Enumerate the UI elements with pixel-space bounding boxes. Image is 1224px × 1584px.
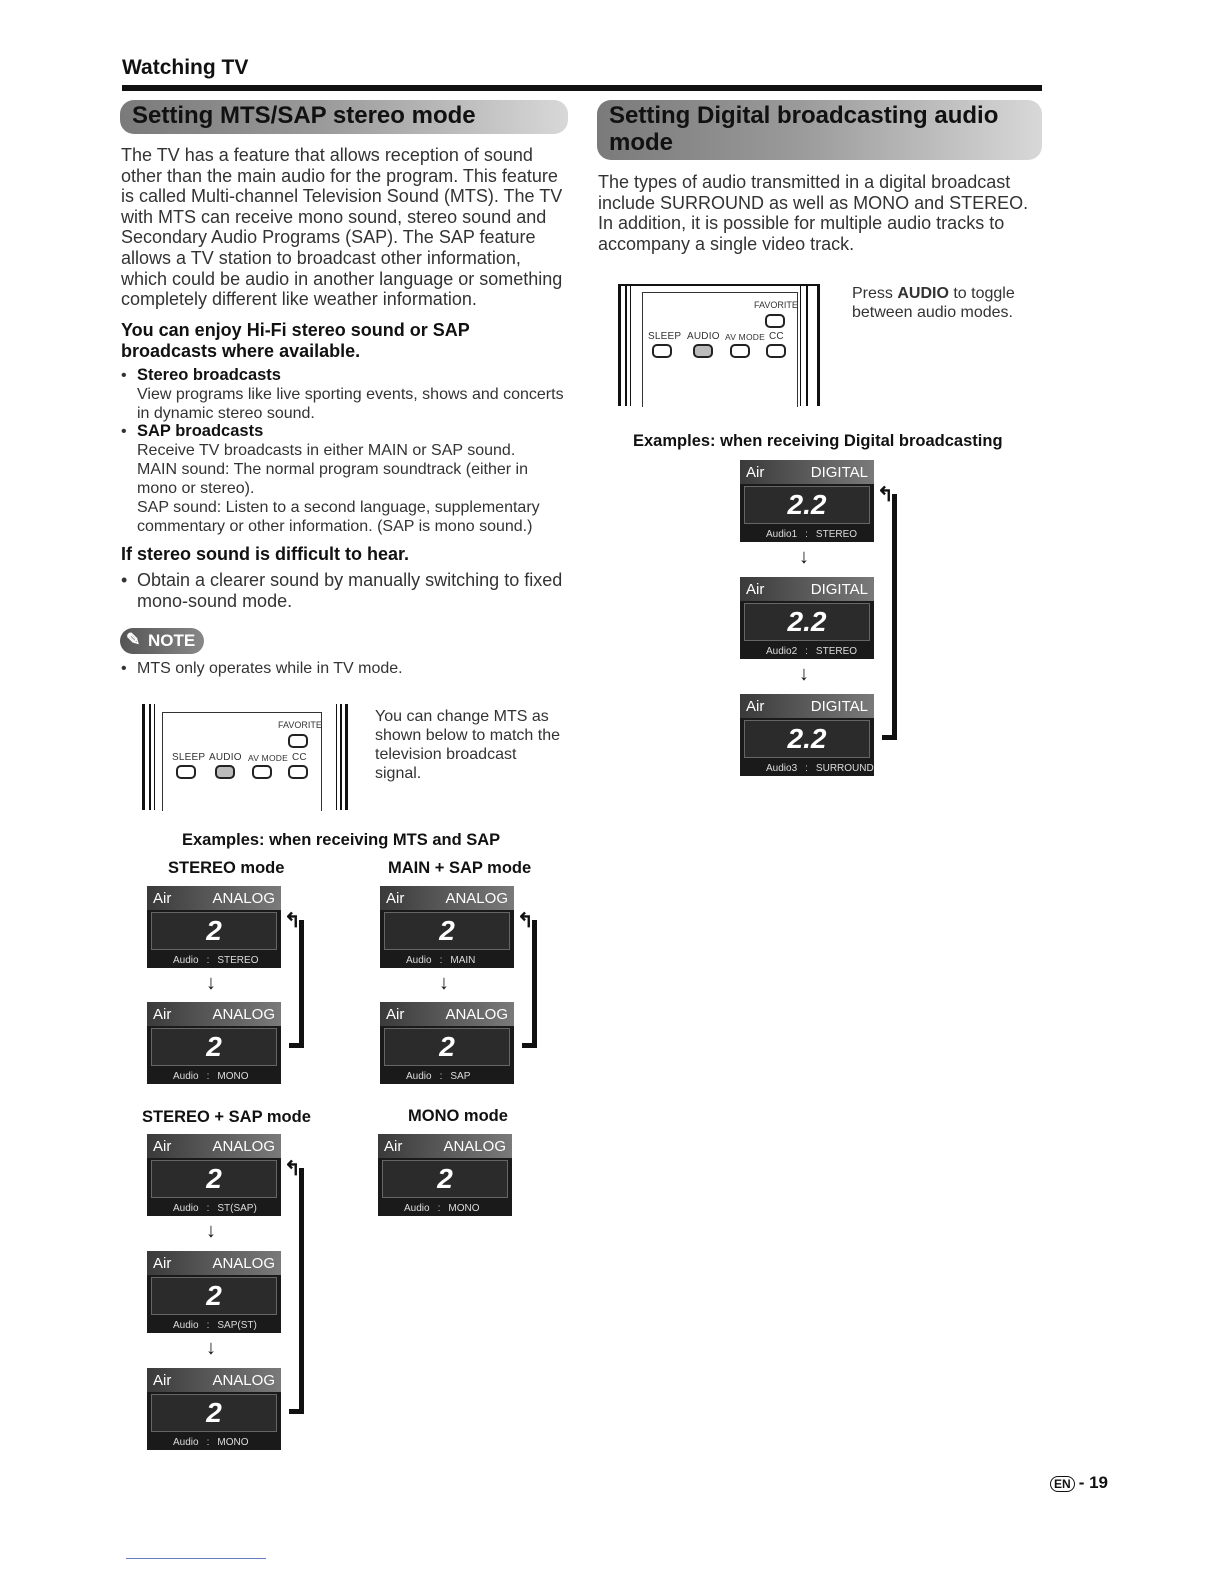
loop-arrow-icon: ↰ [877, 484, 894, 506]
note-text: MTS only operates while in TV mode. [137, 660, 403, 677]
osd-screen [147, 1134, 281, 1216]
osd-audio-line [380, 955, 514, 966]
hifi-subhead: You can enjoy Hi-Fi stereo sound or SAP broadcasts where available. [121, 320, 470, 361]
osd-audio-label: Audio [173, 1320, 199, 1331]
osd-screen [147, 1368, 281, 1450]
bullet-mono-text: Obtain a clearer sound by manually switching to fixed mono-sound mode. [137, 570, 563, 611]
loop-bracket [289, 1168, 304, 1414]
bullet-sap-head: SAP broadcasts [137, 422, 264, 440]
osd-audio-value: ST(SAP) [217, 1203, 257, 1214]
osd-channel: 2 [151, 912, 277, 950]
down-arrow-icon: ↓ [206, 972, 216, 994]
osd-source: Air [746, 464, 765, 481]
osd-audio-value: MONO [448, 1203, 480, 1214]
favorite-button[interactable] [765, 314, 785, 328]
cc-button[interactable] [766, 344, 786, 358]
page-number [1050, 1473, 1108, 1493]
loop-bracket [522, 920, 537, 1048]
favorite-button[interactable] [288, 734, 308, 748]
bullet-stereo-head: Stereo broadcasts [137, 366, 281, 384]
favorite-label: FAVORITE [278, 720, 322, 730]
osd-audio-value: MONO [217, 1071, 249, 1082]
osd-audio-label: Audio [173, 1437, 199, 1448]
osd-audio-label: Audio [404, 1203, 430, 1214]
osd-audio-value: STEREO [217, 955, 259, 966]
osd-audio-line [740, 529, 874, 540]
osd-source: Air [153, 1138, 172, 1155]
cc-button[interactable] [288, 765, 308, 779]
page-number-text: - 19 [1078, 1473, 1108, 1492]
osd-source: Air [386, 1006, 405, 1023]
osd-audio-line [147, 1203, 281, 1214]
osd-channel: 2 [151, 1394, 277, 1432]
remote-caption-left: You can change MTS as shown below to match the television broadcast signal. [375, 708, 560, 782]
osd-audio-separator: : [805, 529, 808, 540]
bullet-sap [121, 422, 567, 536]
avmode-label: AV MODE [248, 753, 288, 763]
cc-label: CC [292, 752, 307, 763]
osd-broadcast-type: ANALOG [443, 1138, 506, 1155]
osd-channel: 2.2 [744, 603, 870, 641]
osd-screen [740, 460, 874, 542]
loop-bracket-foot [289, 1409, 304, 1414]
mode-mono-caption: MONO mode [408, 1107, 508, 1125]
osd-screen [380, 886, 514, 968]
osd-screen [147, 1251, 281, 1333]
audio-button[interactable] [215, 765, 235, 779]
osd-broadcast-type: ANALOG [445, 1006, 508, 1023]
osd-audio-value: SAP(ST) [217, 1320, 257, 1331]
language-badge: EN [1050, 1476, 1075, 1492]
down-arrow-icon: ↓ [206, 1220, 216, 1242]
osd-source: Air [153, 1372, 172, 1389]
press-pre: Press [852, 285, 898, 302]
osd-audio-value: STEREO [815, 529, 858, 540]
osd-channel: 2.2 [744, 720, 870, 758]
mode-stereo-sap-caption: STEREO + SAP mode [142, 1108, 311, 1126]
osd-audio-value: SAP [450, 1071, 471, 1082]
press-audio-key: AUDIO [897, 285, 949, 302]
audio-label: AUDIO [687, 331, 720, 342]
favorite-label: FAVORITE [754, 300, 798, 310]
section-title: Watching TV [122, 56, 249, 79]
note-label: NOTE [148, 631, 196, 650]
right-banner-line1: Setting Digital broadcasting audio [609, 102, 999, 129]
mode-main-sap-caption: MAIN + SAP mode [388, 859, 532, 877]
osd-audio-value: SURROUND [815, 763, 874, 774]
osd-channel: 2 [382, 1160, 508, 1198]
sleep-label: SLEEP [648, 331, 682, 342]
right-banner [597, 100, 1042, 160]
osd-audio-separator: : [805, 763, 808, 774]
osd-audio-separator: : [206, 1437, 210, 1448]
osd-audio-line [147, 955, 281, 966]
avmode-button[interactable] [252, 765, 272, 779]
osd-screen [740, 694, 874, 776]
osd-audio-separator: : [439, 1071, 443, 1082]
osd-broadcast-type: DIGITAL [810, 464, 868, 481]
osd-channel: 2 [384, 1028, 510, 1066]
down-arrow-icon: ↓ [799, 546, 809, 568]
osd-channel: 2 [384, 912, 510, 950]
header-rule [122, 85, 1042, 91]
osd-channel: 2 [151, 1277, 277, 1315]
footer-line [126, 1558, 266, 1559]
osd-source: Air [384, 1138, 403, 1155]
examples-digital-title: Examples: when receiving Digital broadcasting [633, 432, 1003, 450]
loop-arrow-icon: ↰ [284, 910, 301, 932]
difficult-subhead: If stereo sound is difficult to hear. [121, 544, 410, 564]
osd-broadcast-type: ANALOG [212, 1255, 275, 1272]
bullet-dot: • [121, 367, 127, 384]
press-post: to toggle between audio modes. [852, 285, 1015, 321]
note-item [121, 659, 567, 678]
loop-arrow-icon: ↰ [284, 1158, 301, 1180]
bullet-stereo [121, 366, 567, 423]
osd-audio-separator: : [805, 646, 808, 657]
left-banner: Setting MTS/SAP stereo mode [120, 100, 568, 134]
osd-audio-label: Audio3 [766, 763, 798, 774]
osd-broadcast-type: DIGITAL [810, 581, 868, 598]
loop-bracket [882, 494, 897, 740]
loop-bracket [289, 920, 304, 1048]
remote-illustration-left [142, 704, 348, 810]
left-intro: The TV has a feature that allows reception of sound other than the main audio for the program. This feature is called Multi-channel Television Sound (MTS). The TV with MTS can receive mono sound, stereo sound and Secondary Audio Programs (SAP). The SAP feature allows a TV station to broadcast other information, which could be audio in another language or something completely different like weather information. [121, 145, 563, 310]
osd-source: Air [746, 698, 765, 715]
loop-bracket-foot [882, 735, 897, 740]
bullet-dot: • [121, 423, 127, 440]
osd-audio-line [147, 1071, 281, 1082]
audio-button[interactable] [693, 344, 713, 358]
osd-audio-label: Audio [406, 1071, 432, 1082]
osd-broadcast-type: ANALOG [212, 1372, 275, 1389]
osd-screen [147, 1002, 281, 1084]
osd-screen [147, 886, 281, 968]
osd-audio-separator: : [206, 955, 210, 966]
osd-source: Air [153, 890, 172, 907]
osd-channel: 2.2 [744, 486, 870, 524]
osd-broadcast-type: ANALOG [212, 1006, 275, 1023]
note-badge [120, 628, 204, 654]
osd-source: Air [386, 890, 405, 907]
bullet-mono [121, 570, 577, 612]
osd-screen [740, 577, 874, 659]
examples-mts-title: Examples: when receiving MTS and SAP [182, 831, 501, 849]
osd-screen [378, 1134, 512, 1216]
osd-screen [380, 1002, 514, 1084]
avmode-button[interactable] [730, 344, 750, 358]
mode-stereo-caption: STEREO mode [168, 859, 285, 877]
down-arrow-icon: ↓ [206, 1337, 216, 1359]
osd-audio-separator: : [439, 955, 443, 966]
osd-audio-label: Audio [173, 1071, 199, 1082]
remote-illustration-right [618, 284, 824, 406]
osd-audio-label: Audio [173, 1203, 199, 1214]
cc-label: CC [769, 331, 784, 342]
bullet-stereo-body: View programs like live sporting events, shows and concerts in dynamic stereo sound. [137, 386, 564, 422]
loop-bracket-foot [522, 1043, 537, 1048]
avmode-label: AV MODE [725, 332, 765, 342]
osd-audio-separator: : [437, 1203, 441, 1214]
pencil-icon: ✎ [126, 630, 141, 649]
osd-audio-line [380, 1071, 514, 1082]
loop-arrow-icon: ↰ [517, 910, 534, 932]
osd-source: Air [153, 1006, 172, 1023]
press-audio-caption [852, 284, 1037, 322]
osd-audio-label: Audio2 [766, 646, 798, 657]
osd-broadcast-type: DIGITAL [810, 698, 868, 715]
loop-bracket-foot [289, 1043, 304, 1048]
osd-source: Air [153, 1255, 172, 1272]
osd-audio-separator: : [206, 1320, 210, 1331]
bullet-sap-line3: SAP sound: Listen to a second language, supplementary commentary or other information. (SAP is mono sound.) [137, 499, 540, 535]
osd-audio-value: STEREO [815, 646, 858, 657]
osd-audio-value: MAIN [450, 955, 476, 966]
down-arrow-icon: ↓ [439, 972, 449, 994]
osd-audio-separator: : [206, 1071, 210, 1082]
bullet-sap-line1: Receive TV broadcasts in either MAIN or SAP sound. [137, 442, 516, 459]
osd-audio-line [378, 1203, 512, 1214]
down-arrow-icon: ↓ [799, 663, 809, 685]
osd-source: Air [746, 581, 765, 598]
osd-audio-label: Audio [173, 955, 199, 966]
bullet-sap-line2: MAIN sound: The normal program soundtrack (either in mono or stereo). [137, 461, 528, 497]
osd-audio-label: Audio [406, 955, 432, 966]
osd-audio-line [740, 763, 874, 774]
sleep-button[interactable] [652, 344, 672, 358]
osd-broadcast-type: ANALOG [212, 890, 275, 907]
osd-audio-label: Audio1 [766, 529, 798, 540]
osd-audio-value: MONO [217, 1437, 249, 1448]
osd-audio-separator: : [206, 1203, 210, 1214]
audio-label: AUDIO [209, 752, 242, 763]
osd-audio-line [147, 1437, 281, 1448]
osd-audio-line [740, 646, 874, 657]
osd-audio-line [147, 1320, 281, 1331]
sleep-button[interactable] [176, 765, 196, 779]
osd-broadcast-type: ANALOG [212, 1138, 275, 1155]
right-intro: The types of audio transmitted in a digital broadcast include SURROUND as well as MONO and STEREO. In addition, it is possible for multiple audio tracks to accompany a single video track. [598, 172, 1029, 254]
sleep-label: SLEEP [172, 752, 206, 763]
osd-channel: 2 [151, 1028, 277, 1066]
bullet-dot: • [121, 570, 128, 590]
bullet-dot: • [121, 660, 127, 677]
osd-broadcast-type: ANALOG [445, 890, 508, 907]
right-banner-line2: mode [609, 129, 674, 156]
osd-channel: 2 [151, 1160, 277, 1198]
